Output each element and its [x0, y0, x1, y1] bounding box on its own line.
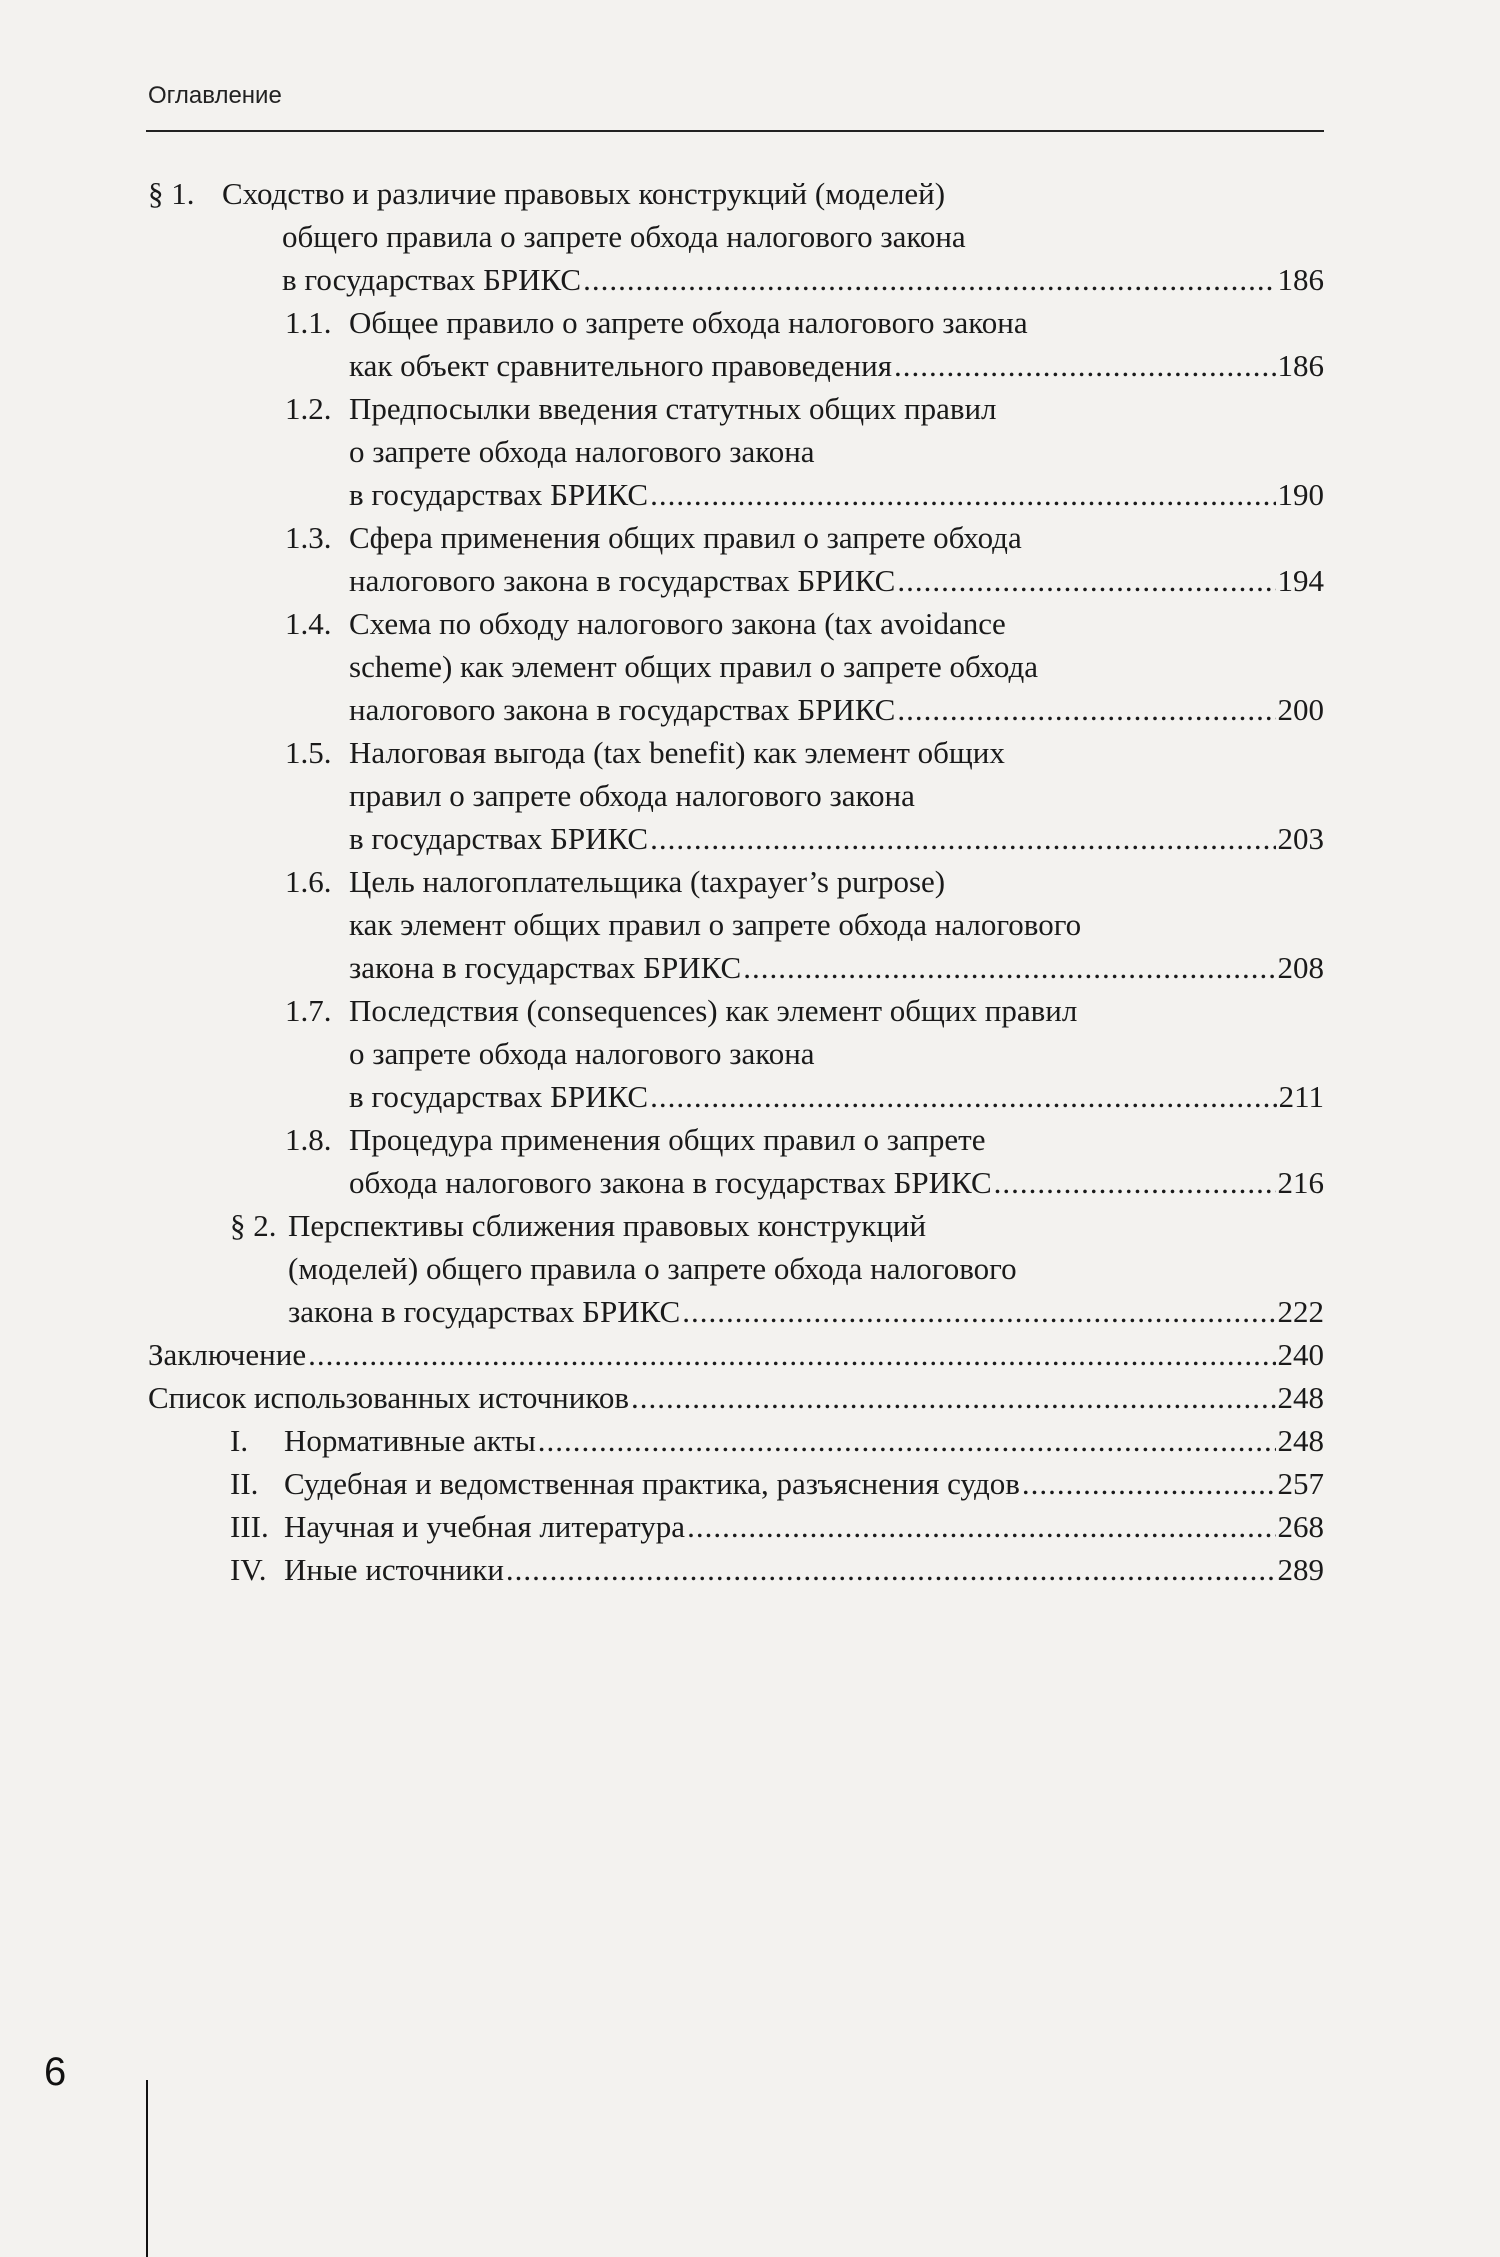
- toc-entry-page: 186: [1277, 348, 1324, 383]
- dot-leader: [650, 1075, 1277, 1118]
- dot-leader: [583, 258, 1275, 301]
- dot-leader: [994, 1161, 1276, 1204]
- dot-leader: [308, 1333, 1275, 1376]
- toc-entry-number: III.: [230, 1509, 269, 1544]
- toc-entry-page: 216: [1277, 1165, 1324, 1200]
- dot-leader: [650, 817, 1275, 860]
- dot-leader: [650, 473, 1275, 516]
- dot-leader: [1022, 1462, 1276, 1505]
- toc-entry: [148, 172, 1324, 301]
- toc-entry-number: § 2.: [230, 1208, 277, 1243]
- toc-entry-title-line: Последствия (consequences) как элемент общих правил: [349, 993, 1078, 1028]
- toc-entry-title-line: Нормативные акты: [284, 1423, 536, 1458]
- toc-entry-title-line: обхода налогового закона в государствах БРИКС: [349, 1165, 992, 1200]
- toc-entry: [148, 989, 1324, 1118]
- toc-entry: [148, 301, 1324, 387]
- toc-entry-title-line: как объект сравнительного правоведения: [349, 348, 892, 383]
- toc-entry-title-line: общего правила о запрете обхода налогового закона: [282, 219, 966, 254]
- toc-entry-page: 222: [1277, 1294, 1324, 1329]
- toc-entry-title-line: Перспективы сближения правовых конструкций: [288, 1208, 927, 1243]
- toc-entry: [148, 387, 1324, 516]
- toc-entry-number: 1.2.: [285, 391, 332, 426]
- toc-entry-page: 203: [1277, 821, 1324, 856]
- toc-entry-number: 1.5.: [285, 735, 332, 770]
- toc-entry-title-line: о запрете обхода налогового закона: [349, 434, 815, 469]
- toc-entry-title-line: закона в государствах БРИКС: [288, 1294, 681, 1329]
- toc-entry-page: 208: [1277, 950, 1324, 985]
- toc-entry-title-line: закона в государствах БРИКС: [349, 950, 742, 985]
- toc-entry-title-line: в государствах БРИКС: [349, 477, 649, 512]
- toc-entry-number: § 1.: [148, 176, 195, 211]
- toc-entry-page: 186: [1277, 262, 1324, 297]
- toc-entry-number: I.: [230, 1423, 249, 1458]
- toc-entry-page: 190: [1277, 477, 1324, 512]
- toc-entry: [148, 1462, 1324, 1505]
- toc-entry-title-line: Цель налогоплательщика (taxpayer’s purpose): [349, 864, 946, 899]
- toc-entry-title-line: Сходство и различие правовых конструкций (моделей): [222, 176, 946, 211]
- dot-leader: [897, 559, 1275, 602]
- toc-entry-number: 1.6.: [285, 864, 332, 899]
- toc-entry-title-line: Налоговая выгода (tax benefit) как элемент общих: [349, 735, 1005, 770]
- toc-entry-page: 257: [1277, 1466, 1324, 1501]
- toc-entry-title-line: налогового закона в государствах БРИКС: [349, 563, 896, 598]
- toc-entry-number: II.: [230, 1466, 259, 1501]
- toc-entry-title-line: налогового закона в государствах БРИКС: [349, 692, 896, 727]
- toc-entry: [148, 1118, 1324, 1204]
- toc-entry: [148, 602, 1324, 731]
- toc-entry-page: 200: [1277, 692, 1324, 727]
- toc-entry-title-line: Сфера применения общих правил о запрете обхода: [349, 520, 1022, 555]
- toc-entry-title-line: в государствах БРИКС: [349, 821, 649, 856]
- toc-entry-number: 1.4.: [285, 606, 332, 641]
- dot-leader: [897, 688, 1275, 731]
- toc-entry-number: IV.: [230, 1552, 267, 1587]
- toc-entry: [148, 731, 1324, 860]
- toc-entry-title-line: Схема по обходу налогового закона (tax avoidance: [349, 606, 1006, 641]
- toc-entry-title-line: в государствах БРИКС: [282, 262, 582, 297]
- toc-entry-number: 1.7.: [285, 993, 332, 1028]
- running-head: Оглавление: [148, 82, 282, 109]
- toc-entry-title-line: Общее правило о запрете обхода налогового закона: [349, 305, 1028, 340]
- toc-entry-page: 289: [1277, 1552, 1324, 1587]
- dot-leader: [687, 1505, 1275, 1548]
- toc-entry-title-line: как элемент общих правил о запрете обхода налогового: [349, 907, 1082, 942]
- header-rule: [146, 130, 1324, 132]
- toc-entry-title-line: Судебная и ведомственная практика, разъяснения судов: [284, 1466, 1020, 1501]
- toc-entry-number: 1.1.: [285, 305, 332, 340]
- toc-entry-title-line: Процедура применения общих правил о запрете: [349, 1122, 986, 1157]
- toc-entry-title-line: Список использованных источников: [148, 1380, 629, 1415]
- toc-entry: [148, 516, 1324, 602]
- toc-entry: [148, 1333, 1324, 1376]
- toc-entry-page: 248: [1277, 1423, 1324, 1458]
- dot-leader: [894, 344, 1276, 387]
- dot-leader: [538, 1419, 1276, 1462]
- toc-entry: [148, 1548, 1324, 1591]
- toc-entry: [148, 1376, 1324, 1419]
- toc-entry: [148, 1505, 1324, 1548]
- toc-entry-title-line: Предпосылки введения статутных общих правил: [349, 391, 997, 426]
- toc-entry: [148, 1204, 1324, 1333]
- toc-entry: [148, 1419, 1324, 1462]
- toc-entry-title-line: (моделей) общего правила о запрете обхода налогового: [288, 1251, 1017, 1286]
- dot-leader: [743, 946, 1275, 989]
- page-margin-rule: [146, 2080, 148, 2257]
- toc-entry-number: 1.8.: [285, 1122, 332, 1157]
- toc-entry-page: 194: [1277, 563, 1324, 598]
- table-of-contents: [148, 172, 1324, 1591]
- toc-entry-title-line: в государствах БРИКС: [349, 1079, 649, 1114]
- toc-entry-title-line: Научная и учебная литература: [284, 1509, 686, 1544]
- toc-entry-title-line: Заключение: [148, 1337, 307, 1372]
- toc-entry-page: 240: [1277, 1337, 1324, 1372]
- dot-leader: [631, 1376, 1276, 1419]
- page-number: 6: [44, 2050, 67, 2094]
- toc-entry-page: 268: [1277, 1509, 1324, 1544]
- toc-entry-title-line: scheme) как элемент общих правил о запрете обхода: [349, 649, 1039, 684]
- toc-entry: [148, 860, 1324, 989]
- toc-entry-page: 248: [1277, 1380, 1324, 1415]
- toc-entry-title-line: Иные источники: [284, 1552, 504, 1587]
- toc-entry-page: 211: [1278, 1079, 1324, 1114]
- toc-entry-number: 1.3.: [285, 520, 332, 555]
- toc-entry-title-line: о запрете обхода налогового закона: [349, 1036, 815, 1071]
- toc-entry-title-line: правил о запрете обхода налогового закона: [349, 778, 915, 813]
- dot-leader: [682, 1290, 1275, 1333]
- dot-leader: [506, 1548, 1276, 1591]
